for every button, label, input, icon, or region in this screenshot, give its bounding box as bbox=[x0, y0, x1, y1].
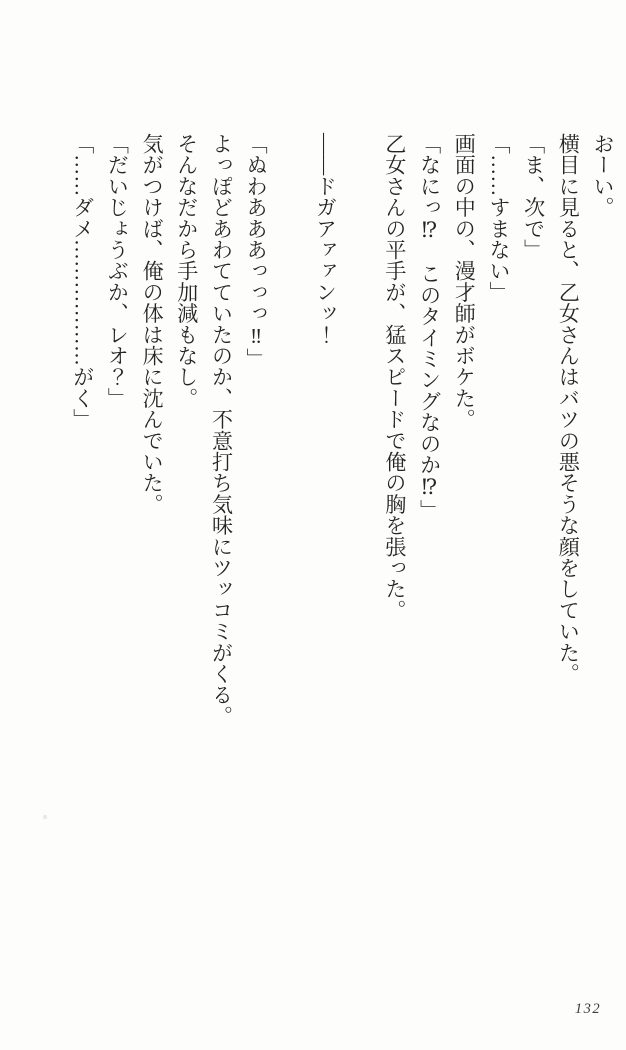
text-line-14: 「……ダメ………………がく」 bbox=[70, 133, 95, 430]
blank-line-1 bbox=[343, 133, 378, 853]
text-line-6: 「なにっ⁉ このタイミングなのか⁉」 bbox=[417, 133, 442, 521]
blank-line-2 bbox=[273, 133, 308, 853]
text-line-2: 横目に見ると、乙女さんはバツの悪そうな顔をしていた。 bbox=[556, 133, 581, 685]
text-line-9: 「ぬわあああっっっ‼」 bbox=[244, 133, 269, 370]
text-line-1: おーい。 bbox=[591, 133, 615, 218]
text-line-7: 乙女さんの平手が、猛スピードで俺の胸を張った。 bbox=[382, 133, 407, 621]
text-line-12: 気がつけば、俺の体は床に沈んでいた。 bbox=[140, 133, 165, 515]
page-number: 132 bbox=[574, 1001, 602, 1017]
text-line-11: そんなだから手加減もなし。 bbox=[174, 133, 199, 409]
text-line-8: ――ドガアァァンッ！ bbox=[313, 133, 338, 345]
text-line-4: 「……すまない」 bbox=[486, 133, 511, 303]
text-line-13: 「だいじょうぶか、レオ？」 bbox=[105, 133, 130, 409]
scan-artifact-dot bbox=[43, 815, 47, 819]
text-line-5: 画面の中の、漫才師がボケた。 bbox=[452, 133, 477, 430]
text-line-10: よっぽどあわてていたのか、不意打ち気味にツッコミがくる。 bbox=[209, 133, 234, 727]
vertical-text-block bbox=[65, 133, 620, 853]
text-line-3: 「ま、次で」 bbox=[521, 133, 546, 261]
